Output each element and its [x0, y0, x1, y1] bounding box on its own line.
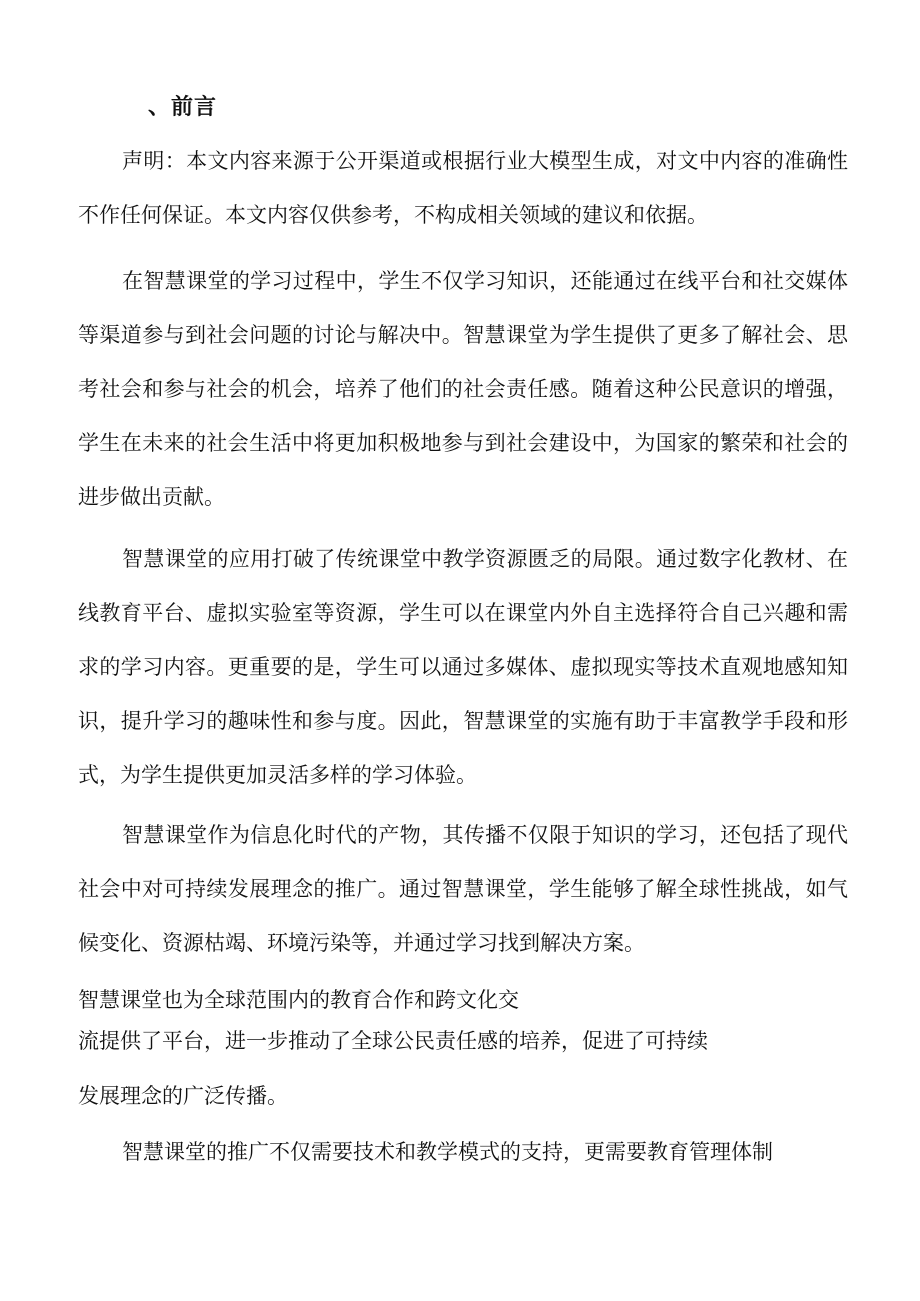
body-line-2: 流提供了平台，进一步推动了全球公民责任感的培养，促进了可持续: [78, 1029, 708, 1053]
body-line-3: 发展理念的广泛传播。: [78, 1084, 288, 1108]
body-paragraph-2: 智慧课堂的应用打破了传统课堂中教学资源匮乏的局限。通过数字化教材、在线教育平台、虚拟实验室等资源，学生可以在课堂内外自主选择符合自己兴趣和需求的学习内容。更重要的是，学生可以通过多媒体、虚拟现实等技术直观地感知知识，提升学习的趣味性和参与度。因此，智慧课堂的实施有助于丰富教学手段和形式，为学生提供更加灵活多样的学习体验。: [78, 547, 848, 787]
body-line-1: 智慧课堂也为全球范围内的教育合作和跨文化交: [78, 988, 519, 1012]
body-paragraph-1: 在智慧课堂的学习过程中，学生不仅学习知识，还能通过在线平台和社交媒体等渠道参与到社会问题的讨论与解决中。智慧课堂为学生提供了更多了解社会、思考社会和参与社会的机会，培养了他们的社会责任感。随着这种公民意识的增强，学生在未来的社会生活中将更加积极地参与到社会建设中，为国家的繁荣和社会的进步做出贡献。: [78, 269, 848, 509]
body-paragraph-3: 智慧课堂作为信息化时代的产物，其传播不仅限于知识的学习，还包括了现代社会中对可持续发展理念的推广。通过智慧课堂，学生能够了解全球性挑战，如气候变化、资源枯竭、环境污染等，并通过学习找到解决方案。: [78, 823, 848, 955]
disclaimer-paragraph: 声明：本文内容来源于公开渠道或根据行业大模型生成，对文中内容的准确性不作任何保证。本文内容仅供参考，不构成相关领域的建议和依据。: [78, 149, 848, 227]
body-paragraph-4: 智慧课堂的推广不仅需要技术和教学模式的支持，更需要教育管理体制: [122, 1140, 773, 1164]
section-heading: 、前言: [148, 94, 218, 120]
